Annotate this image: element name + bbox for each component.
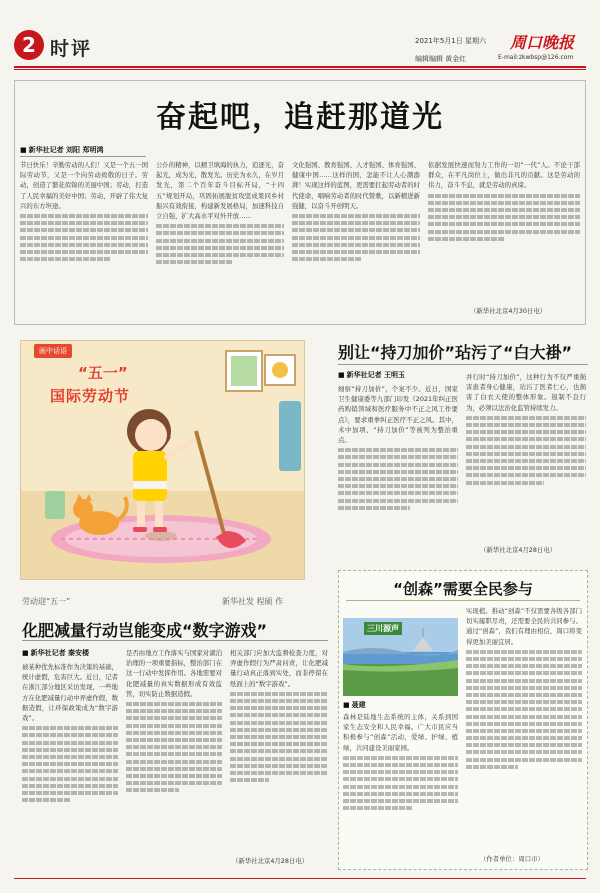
page-number-badge: 2 (14, 30, 44, 60)
header-rule (14, 66, 586, 68)
article-3-column-3-text: 相关部门应加大监督检查力度，对弄虚作假行为严肃问责，让化肥减量行动真正落到实处，而非停留在纸面上的“数字游戏”。 (230, 649, 328, 688)
article-4-column-2-text: 实现植。推动“创森”不仅需要各级各部门切实履职尽责，还需要全民的共同参与。通过“创森”，我们有理由相信，周口将变得更加美丽宜居。 (466, 607, 582, 646)
lead-column-4-text: 依据发展快速而努力工作的一切“一代”人。不论干部群众，在平凡岗位上，做出非凡的贡献。这是劳动的伟力，奋斗不息，就是劳动的真谛。 (428, 161, 580, 190)
article-4-column-1-text: 森林是陆地生态系统的主体，关系到国家生态安全和人民幸福。广大市民应当积极参与“创森”活动，爱绿、护绿、植绿，共同建设美丽家园。 (343, 713, 458, 752)
article-3-rule (22, 640, 328, 641)
article-4-column-1 (343, 712, 458, 864)
lead-column-2-text: 公仆的精神，以精卫填海的执力，追逐光，奋起光，成为光，散发光。历史为永久，在岁月发光，第二个百年奋斗目标开局，“十四五”规划开局，巩固拓展脱贫攻坚成果同乡村振兴有效衔接，构建新发展格局，加速科技自立自强，扩大高水平对外开放…… (156, 161, 284, 221)
issue-date: 2021年5月1日 星期六 (415, 37, 486, 45)
article-4-rule (346, 600, 580, 601)
lead-article-title: 奋起吧，追赶那道光 (156, 100, 444, 135)
illustration-credit: 新华社发 程硕 作 (222, 597, 284, 606)
article-2-column-1-text: 细察“持刀加价”，个案不少。近日，国家卫生健康委等九部门印发《2021年纠正医药购销领域和医疗服务中不正之风工作要点》，要求重拳纠正医疗不正之风。其中，术中加项、“持刀加价”等被列为整治重点。 (338, 385, 458, 445)
lead-source: （新华社北京4月30日电） (470, 307, 547, 315)
contact-email: E-mail:zkwbsp@126.com (498, 54, 574, 61)
lead-column-1 (20, 160, 148, 320)
lead-byline: ■ 新华社记者 刘阳 郑明鸿 (20, 145, 104, 155)
lead-column-4 (428, 160, 580, 305)
editor-credit: 编辑编辑 黄金红 (415, 55, 467, 63)
article-2-title: 别让“持刀加价”玷污了“白大褂” (338, 343, 573, 362)
article-2-rule (338, 364, 588, 365)
article-3-title: 化肥减量行动岂能变成“数字游戏” (22, 621, 268, 640)
article-3-column-2-text: 是否由地方工作落实与国家对湖泊治理的一项重要指标，整治部门在这一行动中发挥作用。各地需要对化肥减量的真实数据形成有效监管，切实防止数据造假。 (126, 649, 222, 698)
article-3-source: （新华社北京4月28日电） (232, 857, 309, 865)
illustration-tag: 画中话语 (34, 344, 72, 358)
article-2-column-2-text: 并行时“持刀加价”，这种行为不仅严重损害患者身心健康，玷污了医者仁心，也损害了白衣天使的整体形象。遏制不良行为，必须以法治化监管持续发力。 (466, 373, 586, 412)
article-2-source: （新华社北京4月28日电） (480, 546, 557, 554)
article-4-byline: ■ 聂建 (343, 700, 366, 710)
article-2-column-2 (466, 372, 586, 542)
section-title: 时评 (50, 38, 93, 60)
article-3-column-3 (230, 648, 328, 852)
footer-rule (14, 878, 586, 879)
newspaper-logo: 周口晚报 (510, 33, 575, 52)
illustration-caption: 劳动迎“五一” (22, 597, 71, 606)
lead-column-3 (292, 160, 420, 320)
article-4-source: （作者单位：周口市） (480, 855, 544, 863)
header-rule-thin (14, 69, 586, 70)
lead-byline-rule (20, 156, 146, 157)
article-4-title: “创森”需要全民参与 (393, 580, 533, 598)
lead-column-3-text: 文化强国、教育强国、人才强国、体育强国、健康中国……这样的国，怎能不让人心潮澎湃！实现这样的蓝图，更需要扛起劳动者的时代使命，唱响劳动者的时代赞歌，以新精进新强健，以奋斗开创明天。 (292, 161, 420, 210)
article-4-photo-tag: 三川源声 (364, 622, 402, 635)
labor-day-illustration (20, 340, 305, 580)
illustration-headline-line1: “五一” (78, 364, 128, 382)
lead-column-2 (156, 160, 284, 320)
article-2-byline: ■ 新华社记者 王明玉 (338, 370, 405, 380)
article-3-byline: ■ 新华社记者 秦安楼 (22, 648, 89, 658)
illustration-headline-line2: 国际劳动节 (50, 387, 131, 405)
article-3-column-2 (126, 648, 222, 868)
article-2-column-1 (338, 384, 458, 556)
illustration-art (21, 341, 305, 580)
lead-column-1-text: 节日快乐！辛勤劳动的人们！又是一个五一国际劳动节，又是一个向劳动致敬的日子。劳动，创造了繁花似锦的美丽中国；劳动，打造了人民幸福的美好中国；劳动，开辟了伟大复兴的东方坦途。 (20, 161, 148, 210)
article-4-column-2 (466, 606, 582, 851)
article-3-column-1 (22, 662, 118, 868)
article-3-column-1-text: 被某种优先标准作为决策的基础，统计虚假，危害巨大。近日，记者在浙江部分地区采访发现，一些地方在化肥减量行动中弄虚作假，数据造假，让环保政策成为“数字游戏”。 (22, 663, 118, 723)
